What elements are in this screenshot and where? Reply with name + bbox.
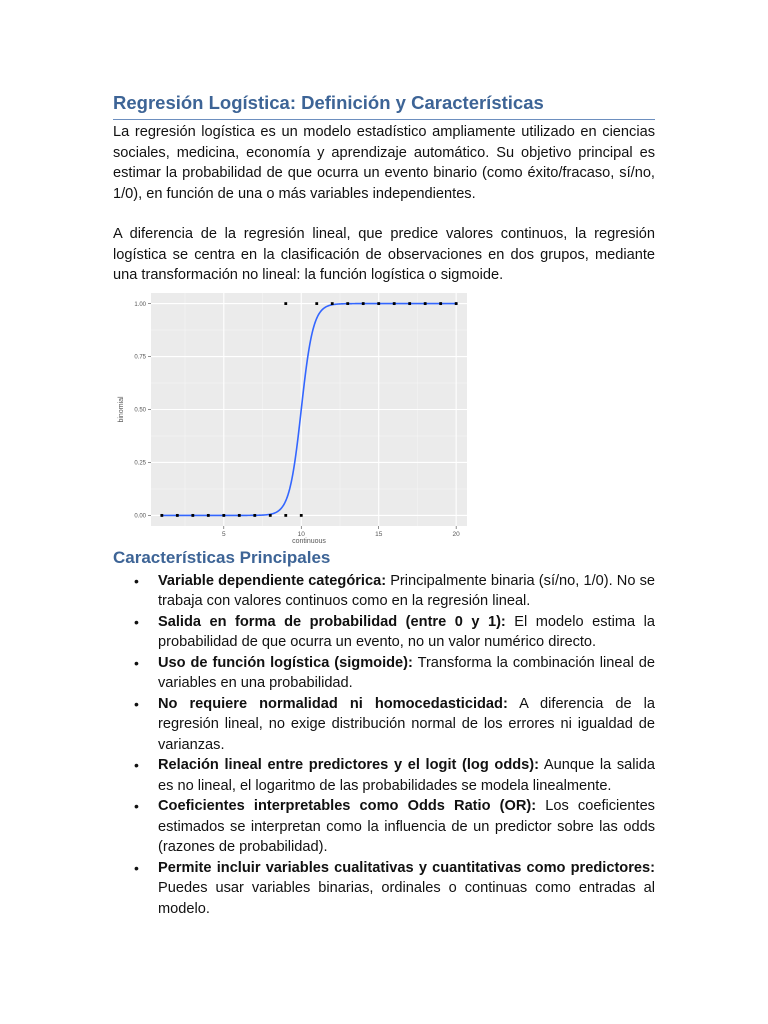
data-point [253, 514, 256, 517]
y-tick-label: 0.00 [134, 513, 146, 520]
feature-text: Transforma la combinación lineal de variables en una probabilidad. [158, 654, 655, 691]
data-point [315, 302, 318, 305]
data-point [160, 514, 163, 517]
document-content [113, 92, 655, 919]
chart-svg [115, 291, 475, 543]
data-point [269, 514, 272, 517]
bullet-icon: • [134, 859, 139, 876]
feature-term: Coeficientes interpretables como Odds Ratio (OR): [158, 798, 537, 814]
feature-item [113, 571, 655, 612]
logistic-chart [115, 291, 475, 543]
data-point [424, 302, 427, 305]
features-list [113, 571, 655, 920]
data-point [362, 302, 365, 305]
x-tick-label: 5 [221, 530, 226, 538]
data-point [176, 514, 179, 517]
bullet-icon: • [134, 654, 139, 671]
data-point [439, 302, 442, 305]
data-point [300, 514, 303, 517]
feature-term: Salida en forma de probabilidad (entre 0 y 1): [158, 613, 506, 630]
x-axis-label: continuous [292, 537, 326, 543]
bullet-icon: • [134, 757, 139, 773]
data-point [393, 302, 396, 305]
bullet-icon: • [134, 613, 139, 630]
feature-item [113, 694, 655, 756]
feature-term: Permite incluir variables cualitativas y cuantitativas como predictores: [158, 859, 655, 876]
data-point [284, 302, 287, 305]
data-point [222, 514, 225, 517]
intro-paragraph: La regresión logística es un modelo estadístico ampliamente utilizado en ciencias sociales, medicina, economía y aprendizaje automático. Su objetivo principal es estimar la probabilidad de que ocurra un evento binario (como éxito/fracaso, sí/no, 1/0), en función de una o más variables independientes. [113, 124, 655, 202]
feature-term: Variable dependiente categórica: [158, 572, 387, 589]
y-tick-label: 1.00 [134, 301, 146, 308]
feature-item [113, 755, 655, 796]
y-tick-label: 0.75 [134, 354, 146, 361]
feature-term: No requiere normalidad ni homocedasticidad: [158, 695, 508, 712]
data-point [408, 302, 411, 305]
feature-text: Puedes usar variables binarias, ordinales o continuas como entradas al modelo. [158, 880, 655, 917]
feature-text: Los coeficientes estimados se interpretan como la influencia de un predictor sobre las odds (razones de probabilidad). [158, 798, 655, 855]
y-axis-label: binomial [118, 395, 125, 423]
feature-text: El modelo estima la probabilidad de que ocurra un evento, no un valor numérico directo. [158, 613, 655, 650]
data-point [331, 302, 334, 305]
feature-term: Uso de función logística (sigmoide): [158, 654, 413, 671]
data-point [238, 514, 241, 517]
page-title: Regresión Logística: Definición y Características [113, 92, 655, 120]
x-tick-label: 20 [452, 530, 460, 538]
bullet-icon: • [134, 695, 139, 712]
bullet-icon: • [134, 798, 139, 814]
data-point [346, 302, 349, 305]
y-tick-label: 0.50 [134, 407, 146, 414]
data-point [284, 514, 287, 517]
feature-text: A diferencia de la regresión lineal, no exige distribución normal de los errores ni igualdad de varianzas. [158, 695, 655, 753]
x-tick-label: 10 [297, 530, 305, 538]
data-point [191, 514, 194, 517]
feature-item [113, 858, 655, 920]
feature-text: Aunque la salida es no lineal, el logaritmo de las probabilidades se modela linealmente. [158, 757, 655, 794]
data-point [455, 302, 458, 305]
feature-text: Principalmente binaria (sí/no, 1/0). No se trabaja con valores continuos como en la regresión lineal. [158, 572, 655, 609]
feature-item [113, 796, 655, 858]
feature-term: Relación lineal entre predictores y el logit (log odds): [158, 757, 540, 773]
data-point [377, 302, 380, 305]
bullet-icon: • [134, 572, 139, 589]
feature-item [113, 612, 655, 653]
y-tick-label: 0.25 [134, 460, 146, 467]
x-tick-label: 15 [375, 530, 383, 538]
feature-item [113, 653, 655, 694]
section-title: Características Principales [113, 547, 331, 567]
data-point [207, 514, 210, 517]
comparison-paragraph: A diferencia de la regresión lineal, que predice valores continuos, la regresión logística se centra en la clasificación de observaciones en dos grupos, mediante una transformación no lineal: la función logística o sigmoide. [113, 226, 655, 283]
